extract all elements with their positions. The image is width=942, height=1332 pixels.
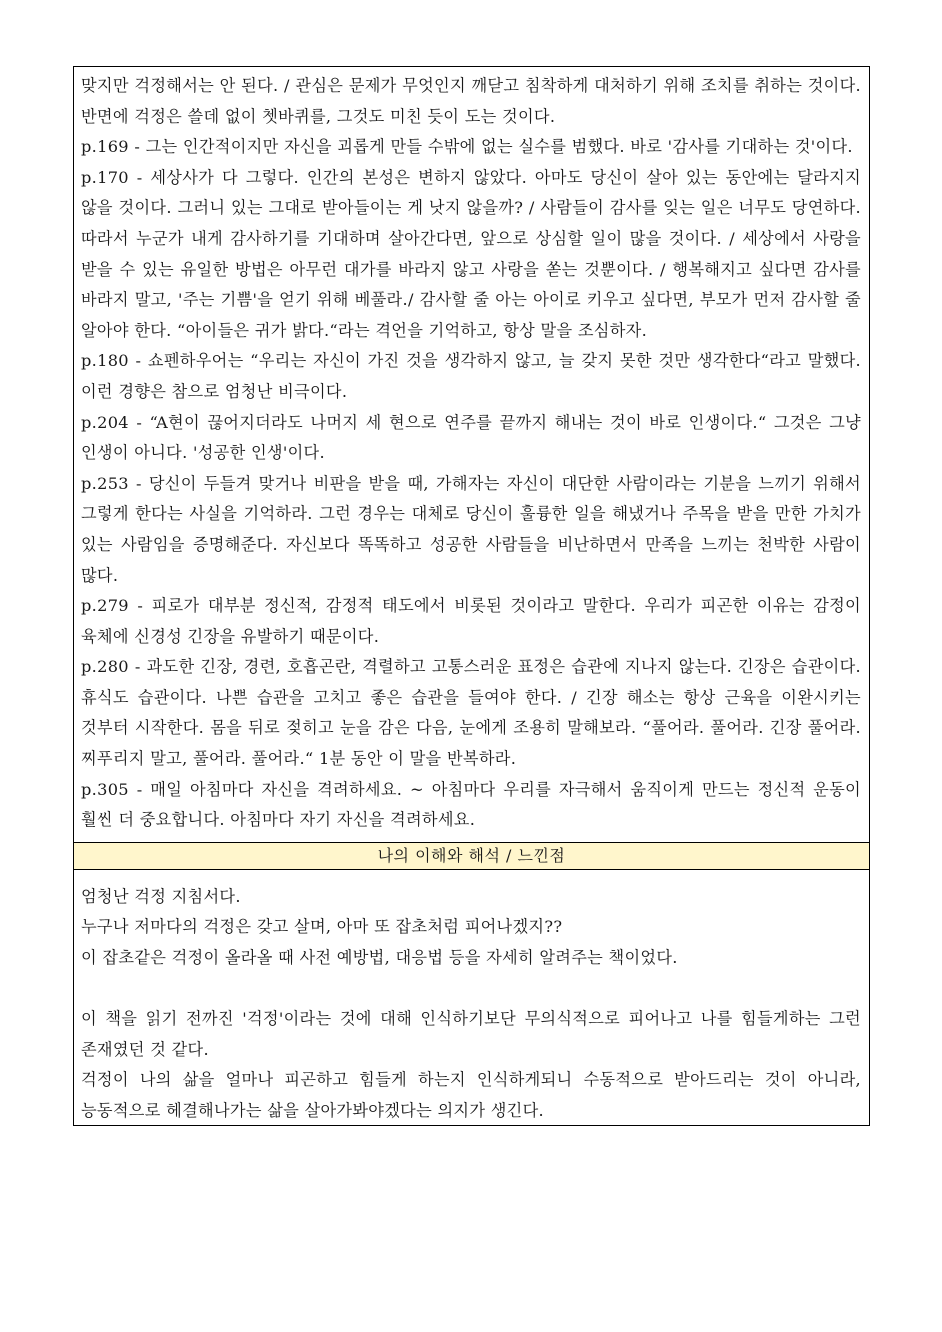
- book-notes-table: [73, 66, 870, 1126]
- reflection-line: 누구나 저마다의 걱정은 갖고 살며, 아마 또 잡초처럼 피어나겠지??: [81, 917, 563, 937]
- reflection-line: 걱정이 나의 삶을 얼마나 피곤하고 힘들게 하는지 인식하게되니 수동적으로 받아드리는 것이 아니라, 능동적으로 헤결해나가는 삶을 살아가봐야겠다는 의지가 생긴다.: [81, 1070, 861, 1120]
- quote-paragraph: p.305 - 매일 아침마다 자신을 격려하세요. ~ 아침마다 우리를 자극해서 움직이게 만드는 정신적 운동이 훨씬 더 중요합니다. 아침마다 자기 자신을 격려하세요.: [81, 779, 861, 830]
- quote-paragraph: p.204 - “A현이 끊어지더라도 나머지 세 현으로 연주를 끝까지 해내는 것이 바로 인생이다.“ 그것은 그냥 인생이 아니다. '성공한 인생'이다.: [81, 412, 861, 463]
- quote-paragraph: p.170 - 세상사가 다 그렇다. 인간의 본성은 변하지 않았다. 아마도 당신이 살아 있는 동안에는 달라지지 않을 것이다. 그러니 있는 그대로 받아들이는 게 낫지 않을까? / 사람들이 감사를 잊는 일은 너무도 당연하다. 따라서 누군가 내게 감사하기를 기대하며 살아간다면, 앞으로 상심할 일이 많을 것이다. / 세상에서 사랑을 받을 수 있는 유일한 방법은 아무런 대가를 바라지 않고 사랑을 쏟는 것뿐이다. / 행복해지고 싶다면 감사를 바라지 말고, '주는 기쁨'을 얻기 위해 베풀라./ 감사할 줄 아는 아이로 키우고 싶다면, 부모가 먼저 감사할 줄 알아야 한다. “아이들은 귀가 밝다.“라는 격언을 기억하고, 항상 말을 조심하자.: [81, 167, 861, 340]
- section-header: 나의 이해와 해석 / 느낀점: [74, 842, 869, 870]
- quote-paragraph: p.253 - 당신이 두들겨 맞거나 비판을 받을 때, 가해자는 자신이 대단한 사람이라는 기분을 느끼기 위해서 그렇게 한다는 사실을 기억하라. 그런 경우는 대체로 당신이 훌륭한 일을 해냈거나 주목을 받을 만한 가치가 있는 사람임을 증명해준다. 자신보다 똑똑하고 성공한 사람들을 비난하면서 만족을 느끼는 천박한 사람이 많다.: [81, 473, 861, 585]
- quote-paragraph: p.279 - 피로가 대부분 정신적, 감정적 태도에서 비롯된 것이라고 말한다. 우리가 피곤한 이유는 감정이 육체에 신경성 긴장을 유발하기 때문이다.: [81, 596, 861, 646]
- quote-paragraph: p.169 - 그는 인간적이지만 자신을 괴롭게 만들 수밖에 없는 실수를 범했다. 바로 '감사를 기대하는 것'이다.: [81, 137, 853, 157]
- reflection-line: 이 잡초같은 걱정이 올라올 때 사전 예방법, 대응법 등을 자세히 알려주는 책이었다.: [81, 948, 678, 968]
- quote-paragraph: p.180 - 쇼펜하우어는 “우리는 자신이 가진 것을 생각하지 않고, 늘 갖지 못한 것만 생각한다“라고 말했다. 이런 경향은 참으로 엄청난 비극이다.: [81, 351, 861, 401]
- quote-paragraph: p.280 - 과도한 긴장, 경련, 호흡곤란, 격렬하고 고통스러운 표정은 습관에 지나지 않는다. 긴장은 습관이다. 휴식도 습관이다. 나쁜 습관을 고치고 좋은 습관을 들여야 한다. / 긴장 해소는 항상 근육을 이완시키는 것부터 시작한다. 몸을 뒤로 젖히고 눈을 감은 다음, 눈에게 조용히 말해보라. “풀어라. 풀어라. 긴장 풀어라. 찌푸리지 말고, 풀어라. 풀어라.“ 1분 동안 이 말을 반복하라.: [81, 657, 861, 769]
- paragraph-spacer: [81, 974, 861, 1005]
- reflection-line: 엄청난 걱정 지침서다.: [81, 886, 241, 906]
- reflection-line: 이 책을 읽기 전까진 '걱정'이라는 것에 대해 인식하기보단 무의식적으로 피어나고 나를 힘들게하는 그런 존재였던 것 같다.: [81, 1009, 861, 1059]
- quotes-cell: [74, 67, 869, 842]
- reflection-cell: [74, 870, 869, 1125]
- quote-paragraph: 맞지만 걱정해서는 안 된다. / 관심은 문제가 무엇인지 깨닫고 침착하게 대처하기 위해 조치를 취하는 것이다. 반면에 걱정은 쓸데 없이 쳇바퀴를, 그것도 미친 듯이 도는 것이다.: [81, 76, 861, 126]
